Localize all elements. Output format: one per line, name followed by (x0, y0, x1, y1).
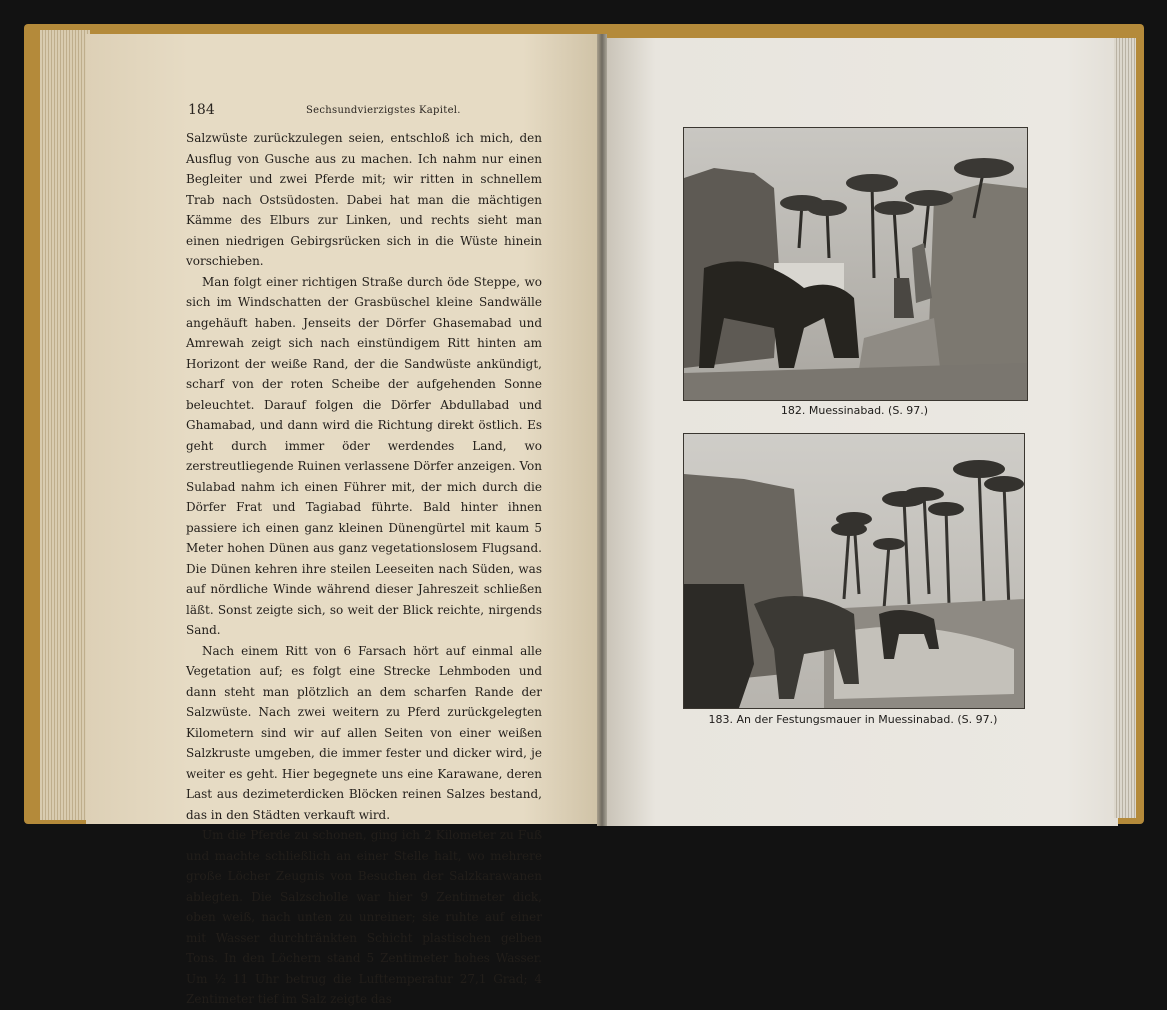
body-text (186, 128, 542, 1010)
figure-183-photo (683, 433, 1025, 709)
figure-183-caption: 183. An der Festungsmauer in Muessinabad. (S. 97.) (708, 713, 998, 726)
paragraph-2: Man folgt einer richtigen Straße durch öde Steppe, wo sich im Windschatten der Grasbüschel kleine Sandwälle angehäuft haben. Jenseits der Dörfer Ghasemabad und Amrewah zeigt sich nach einstündigem Ritt hinten am Horizont der weiße Rand, der die Sandwüste ankündigt, scharf von der roten Scheibe der aufgehenden Sonne beleuchtet. Darauf folgen die Dörfer Abdullabad und Ghamabad, und dann wird die Richtung direkt östlich. Es geht durch immer öder werdendes Land, wo zerstreutliegende Ruinen verlassene Dörfer anzeigen. Von Sulabad nahm ich einen Führer mit, der mich durch die Dörfer Frat und Tagiabad führte. Bald hinter ihnen passiere ich einen ganz kleinen Dünengürtel mit kaum 5 Meter hohen Dünen aus ganz vegetationslosem Flugsand. Die Dünen kehren ihre steilen Leeseiten nach Süden, was auf nördliche Winde während dieser Jahreszeit schließen läßt. Sonst zeigte sich, so weit der Blick reichte, nirgends Sand. (186, 274, 542, 637)
figure-182-caption: 182. Muessinabad. (S. 97.) (780, 404, 929, 417)
paragraph-3: Nach einem Ritt von 6 Farsach hört auf einmal alle Vegetation auf; es folgt eine Strecke Lehmboden und dann steht man plötzlich an dem scharfen Rande der Salzwüste. Nach zwei weitern zu Pferd zurückgelegten Kilometern sind wir auf allen Seiten von einer weißen Salzkruste umgeben, die immer fester und dicker wird, je weiter es geht. Hier begegnete uns eine Karawane, deren Last aus dezimeterdicken Blöcken reinen Salzes bestand, das in den Städten verkauft wird. (186, 643, 542, 822)
running-head: Sechsundvierzigstes Kapitel. (306, 105, 461, 116)
paragraph-1: Salzwüste zurückzulegen seien, entschloß ich mich, den Ausflug von Gusche aus zu machen. Ich nahm nur einen Begleiter und zwei Pferde mit; wir ritten in schnellem Trab nach Ostsüdosten. Dabei hat man die mächtigen Kämme des Elburs zur Linken, und rechts sieht man einen niedrigen Gebirgsrücken sich in die Wüste hinein vorschieben. (186, 131, 542, 268)
book-gutter (597, 34, 607, 826)
page-number: 184 (188, 102, 215, 118)
left-page-edges (40, 30, 90, 820)
right-page-edges (1114, 38, 1136, 818)
page-header (188, 102, 540, 122)
figure-182-photo (683, 127, 1028, 401)
paragraph-4: Um die Pferde zu schonen, ging ich 2 Kilometer zu Fuß und machte schließlich an einer Stelle halt, wo mehrere große Löcher Zeugnis von Besuchen der Salzkarawanen ablegten. Die Salzscholle war hier 9 Zentimeter dick, oben weiß, nach unten zu unreiner; sie ruhte auf einer mit Wasser durchtränkten Schicht plastischen gelben Tons. In den Löchern stand 5 Zentimeter hohes Wasser. Um ½ 11 Uhr betrug die Lufttemperatur 27,1 Grad; 4 Zentimeter tief im Salz zeigte das (186, 828, 542, 1006)
